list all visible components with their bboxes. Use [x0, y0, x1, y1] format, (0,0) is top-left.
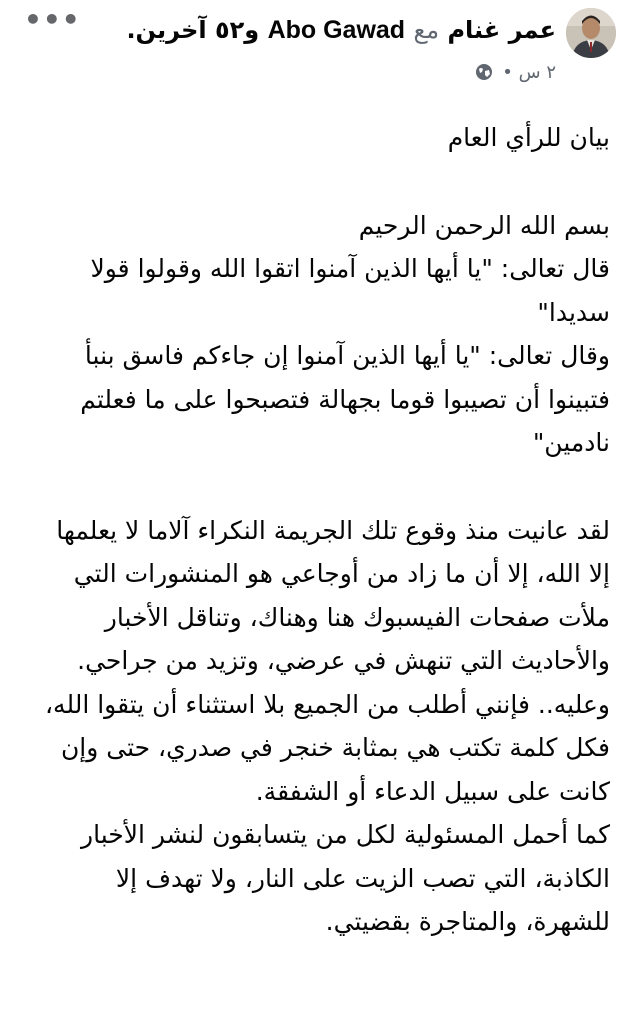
post-meta [475, 60, 556, 89]
paragraph-gap [36, 160, 610, 204]
author-name[interactable]: عمر غنام [447, 16, 556, 44]
meta-separator: • [502, 62, 513, 83]
post-text [36, 116, 610, 944]
statement-paragraph-two: وعليه.. فإنني أطلب من الجميع بلا استثناء أن يتقوا الله، فكل كلمة تكتب هي بمثابة خنجر في صدري، حتى وإن كانت على سبيل الدعاء أو الشفقة. [44, 689, 610, 806]
avatar[interactable] [566, 8, 616, 58]
statement-paragraph-three: كما أحمل المسئولية لكل من يتسابقون لنشر الأخبار الكاذبة، التي تصب الزيت على النار، ولا تهدف إلا للشهرة، والمتاجرة بقضيتي. [81, 820, 610, 936]
post-header [0, 0, 636, 100]
with-label: مع [413, 16, 440, 44]
post-title: بيان للرأي العام [447, 123, 610, 152]
paragraph-gap [36, 465, 610, 509]
globe-icon[interactable] [475, 63, 493, 89]
statement-paragraph-one: لقد عانيت منذ وقوع تلك الجريمة النكراء آلاما لا يعلمها إلا الله، إلا أن ما زاد من أوجاعي هو المنشورات التي ملأت صفحات الفيسبوك هنا وهناك، وتناقل الأخبار والأحاديث التي تنهش في عرضي، وتزيد من جراحي. [56, 515, 610, 675]
verse-one: قال تعالى: "يا أيها الذين آمنوا اتقوا الله وقولوا قولا سديدا" [90, 254, 610, 327]
tagged-user-name[interactable]: Abo Gawad [267, 16, 406, 44]
post-timestamp[interactable]: ٢ س [518, 62, 556, 83]
tagged-others-link[interactable]: و٥٢ آخرين. [126, 16, 260, 44]
basmala-line: بسم الله الرحمن الرحيم [358, 210, 610, 240]
verse-two: وقال تعالى: "يا أيها الذين آمنوا إن جاءكم فاسق بنبأ فتبينوا أن تصيبوا قوما بجهالة فتصبحوا على ما فعلتم نادمين" [80, 341, 610, 457]
avatar-image [566, 8, 616, 58]
post-author-line [126, 14, 556, 46]
more-options-icon[interactable]: ••• [24, 3, 81, 36]
